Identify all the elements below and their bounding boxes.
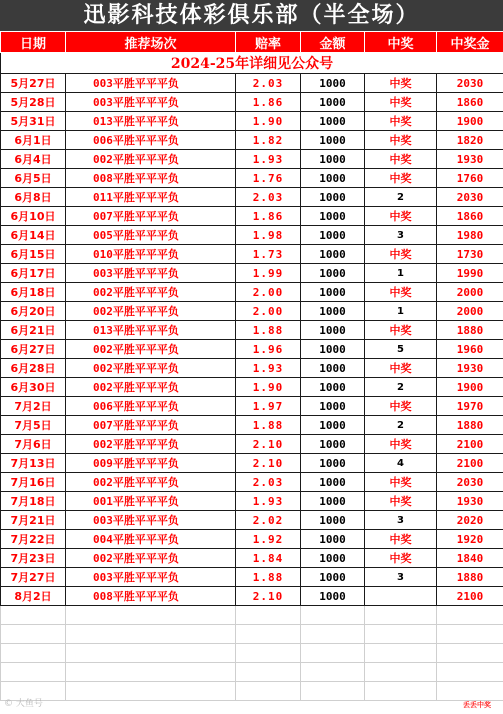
cell-pick: 007平胜平平平负 (66, 416, 236, 435)
cell-date: 7月16日 (1, 473, 66, 492)
table-row (1, 169, 503, 188)
empty-cell (437, 663, 503, 682)
cell-amount: 1000 (301, 359, 365, 378)
cell-amount: 1000 (301, 397, 365, 416)
cell-odds: 1.84 (236, 549, 301, 568)
cell-date: 6月8日 (1, 188, 66, 207)
table-row (1, 112, 503, 131)
empty-cell (365, 663, 437, 682)
empty-row (1, 682, 503, 701)
cell-pick: 013平胜平平平负 (66, 321, 236, 340)
cell-pick: 013平胜平平平负 (66, 112, 236, 131)
cell-pick: 002平胜平平平负 (66, 283, 236, 302)
empty-row (1, 625, 503, 644)
cell-date: 5月27日 (1, 74, 66, 93)
cell-date: 6月1日 (1, 131, 66, 150)
cell-result (365, 587, 437, 606)
empty-cell (66, 644, 236, 663)
table-row (1, 549, 503, 568)
table-row (1, 435, 503, 454)
cell-pick: 003平胜平平平负 (66, 511, 236, 530)
cell-pick: 002平胜平平平负 (66, 150, 236, 169)
empty-cell (437, 644, 503, 663)
cell-result: 中奖 (365, 93, 437, 112)
cell-date: 7月13日 (1, 454, 66, 473)
cell-odds: 2.03 (236, 74, 301, 93)
empty-cell (66, 625, 236, 644)
cell-result: 中奖 (365, 245, 437, 264)
cell-payout: 2030 (437, 473, 503, 492)
cell-pick: 002平胜平平平负 (66, 473, 236, 492)
cell-odds: 1.88 (236, 568, 301, 587)
cell-result: 中奖 (365, 530, 437, 549)
table-row (1, 245, 503, 264)
cell-amount: 1000 (301, 169, 365, 188)
empty-row (1, 644, 503, 663)
cell-date: 6月4日 (1, 150, 66, 169)
cell-odds: 1.86 (236, 93, 301, 112)
cell-payout: 2030 (437, 188, 503, 207)
cell-odds: 1.86 (236, 207, 301, 226)
cell-result: 3 (365, 568, 437, 587)
cell-odds: 2.00 (236, 283, 301, 302)
empty-cell (66, 663, 236, 682)
cell-result: 中奖 (365, 169, 437, 188)
cell-result: 中奖 (365, 74, 437, 93)
cell-date: 6月30日 (1, 378, 66, 397)
table-row (1, 150, 503, 169)
table-row (1, 131, 503, 150)
empty-cell (301, 663, 365, 682)
table-row (1, 283, 503, 302)
empty-cell (365, 625, 437, 644)
cell-date: 5月28日 (1, 93, 66, 112)
cell-pick: 002平胜平平平负 (66, 359, 236, 378)
empty-cell (236, 663, 301, 682)
cell-amount: 1000 (301, 511, 365, 530)
cell-date: 6月17日 (1, 264, 66, 283)
table-row (1, 264, 503, 283)
cell-date: 7月27日 (1, 568, 66, 587)
table-row (1, 454, 503, 473)
table-row (1, 511, 503, 530)
cell-pick: 003平胜平平平负 (66, 74, 236, 93)
cell-payout: 2100 (437, 435, 503, 454)
cell-result: 5 (365, 340, 437, 359)
cell-odds: 1.82 (236, 131, 301, 150)
cell-payout: 1840 (437, 549, 503, 568)
cell-pick: 010平胜平平平负 (66, 245, 236, 264)
empty-cell (236, 606, 301, 625)
cell-payout: 1880 (437, 568, 503, 587)
cell-payout: 1990 (437, 264, 503, 283)
notice-row (1, 53, 503, 74)
cell-amount: 1000 (301, 283, 365, 302)
empty-cell (301, 625, 365, 644)
cell-payout: 2000 (437, 302, 503, 321)
cell-odds: 1.88 (236, 416, 301, 435)
cell-result: 1 (365, 302, 437, 321)
cell-result: 中奖 (365, 283, 437, 302)
cell-payout: 1930 (437, 492, 503, 511)
cell-pick: 006平胜平平平负 (66, 397, 236, 416)
table-row (1, 340, 503, 359)
table-row (1, 74, 503, 93)
cell-odds: 1.73 (236, 245, 301, 264)
cell-pick: 003平胜平平平负 (66, 568, 236, 587)
table-row (1, 188, 503, 207)
cell-result: 中奖 (365, 435, 437, 454)
cell-pick: 002平胜平平平负 (66, 340, 236, 359)
cell-amount: 1000 (301, 226, 365, 245)
empty-cell (365, 682, 437, 701)
header-result: 中奖 (365, 32, 437, 53)
table-row (1, 530, 503, 549)
cell-payout: 1960 (437, 340, 503, 359)
cell-odds: 1.97 (236, 397, 301, 416)
cell-date: 7月2日 (1, 397, 66, 416)
cell-odds: 1.90 (236, 112, 301, 131)
cell-pick: 002平胜平平平负 (66, 378, 236, 397)
cell-date: 6月21日 (1, 321, 66, 340)
empty-cell (365, 606, 437, 625)
empty-cell (66, 682, 236, 701)
cell-result: 中奖 (365, 492, 437, 511)
table-row (1, 397, 503, 416)
cell-amount: 1000 (301, 587, 365, 606)
cell-amount: 1000 (301, 416, 365, 435)
cell-pick: 008平胜平平平负 (66, 169, 236, 188)
empty-cell (236, 644, 301, 663)
cell-odds: 2.03 (236, 188, 301, 207)
empty-cell (437, 625, 503, 644)
cell-amount: 1000 (301, 150, 365, 169)
cell-amount: 1000 (301, 131, 365, 150)
cell-date: 6月15日 (1, 245, 66, 264)
cell-payout: 2100 (437, 587, 503, 606)
cell-result: 2 (365, 416, 437, 435)
cell-pick: 005平胜平平平负 (66, 226, 236, 245)
cell-result: 4 (365, 454, 437, 473)
cell-payout: 1730 (437, 245, 503, 264)
empty-cell (236, 682, 301, 701)
table-row (1, 416, 503, 435)
cell-result: 3 (365, 511, 437, 530)
header-amount: 金额 (301, 32, 365, 53)
cell-amount: 1000 (301, 530, 365, 549)
cell-payout: 1980 (437, 226, 503, 245)
record-table (0, 31, 503, 701)
header-pick: 推荐场次 (66, 32, 236, 53)
table-row (1, 473, 503, 492)
cell-pick: 003平胜平平平负 (66, 93, 236, 112)
cell-result: 3 (365, 226, 437, 245)
cell-date: 7月18日 (1, 492, 66, 511)
cell-date: 7月6日 (1, 435, 66, 454)
cell-odds: 2.00 (236, 302, 301, 321)
cell-payout: 1820 (437, 131, 503, 150)
cell-payout: 2000 (437, 283, 503, 302)
table-row (1, 93, 503, 112)
empty-cell (301, 606, 365, 625)
cell-amount: 1000 (301, 568, 365, 587)
cell-odds: 1.99 (236, 264, 301, 283)
cell-payout: 2020 (437, 511, 503, 530)
cell-odds: 2.10 (236, 435, 301, 454)
cell-result: 中奖 (365, 321, 437, 340)
cell-result: 2 (365, 378, 437, 397)
cell-amount: 1000 (301, 454, 365, 473)
cell-odds: 1.76 (236, 169, 301, 188)
cell-payout: 1970 (437, 397, 503, 416)
table-row (1, 378, 503, 397)
cell-odds: 1.96 (236, 340, 301, 359)
empty-cell (1, 625, 66, 644)
cell-result: 中奖 (365, 150, 437, 169)
cell-date: 6月20日 (1, 302, 66, 321)
cell-amount: 1000 (301, 188, 365, 207)
cell-odds: 2.10 (236, 454, 301, 473)
cell-pick: 002平胜平平平负 (66, 435, 236, 454)
cell-payout: 1880 (437, 321, 503, 340)
header-odds: 赔率 (236, 32, 301, 53)
cell-result: 中奖 (365, 359, 437, 378)
header-payout: 中奖金 (437, 32, 503, 53)
table-row (1, 359, 503, 378)
cell-amount: 1000 (301, 435, 365, 454)
table-row (1, 568, 503, 587)
cell-date: 5月31日 (1, 112, 66, 131)
cell-pick: 011平胜平平平负 (66, 188, 236, 207)
cell-odds: 1.93 (236, 492, 301, 511)
cell-pick: 006平胜平平平负 (66, 131, 236, 150)
empty-cell (301, 682, 365, 701)
cell-payout: 2100 (437, 454, 503, 473)
cell-odds: 1.93 (236, 150, 301, 169)
cell-amount: 1000 (301, 321, 365, 340)
cell-amount: 1000 (301, 74, 365, 93)
cell-pick: 008平胜平平平负 (66, 587, 236, 606)
table-row (1, 321, 503, 340)
cell-odds: 2.03 (236, 473, 301, 492)
notice-text: 2024-25年详细见公众号 (1, 53, 503, 74)
cell-date: 7月21日 (1, 511, 66, 530)
cell-result: 1 (365, 264, 437, 283)
table-row (1, 492, 503, 511)
empty-cell (1, 644, 66, 663)
cell-payout: 1860 (437, 93, 503, 112)
empty-cell (437, 606, 503, 625)
cell-odds: 1.92 (236, 530, 301, 549)
empty-row (1, 606, 503, 625)
cell-odds: 1.93 (236, 359, 301, 378)
cell-payout: 1860 (437, 207, 503, 226)
empty-cell (236, 625, 301, 644)
cell-amount: 1000 (301, 549, 365, 568)
cell-odds: 1.98 (236, 226, 301, 245)
cell-amount: 1000 (301, 93, 365, 112)
cell-date: 6月5日 (1, 169, 66, 188)
cell-payout: 1880 (437, 416, 503, 435)
cell-amount: 1000 (301, 245, 365, 264)
cell-result: 中奖 (365, 131, 437, 150)
page-title: 迅影科技体彩俱乐部（半全场） (0, 0, 503, 31)
cell-amount: 1000 (301, 340, 365, 359)
cell-pick: 007平胜平平平负 (66, 207, 236, 226)
cell-result: 中奖 (365, 112, 437, 131)
cell-result: 中奖 (365, 473, 437, 492)
empty-cell (1, 606, 66, 625)
cell-pick: 009平胜平平平负 (66, 454, 236, 473)
cell-date: 7月23日 (1, 549, 66, 568)
table-row (1, 302, 503, 321)
cell-pick: 002平胜平平平负 (66, 549, 236, 568)
cell-date: 7月5日 (1, 416, 66, 435)
watermark-right: 丢丢中奖 (463, 701, 491, 709)
cell-pick: 004平胜平平平负 (66, 530, 236, 549)
cell-date: 8月2日 (1, 587, 66, 606)
cell-amount: 1000 (301, 378, 365, 397)
cell-date: 6月14日 (1, 226, 66, 245)
cell-result: 中奖 (365, 207, 437, 226)
empty-cell (365, 644, 437, 663)
cell-payout: 1900 (437, 378, 503, 397)
cell-amount: 1000 (301, 207, 365, 226)
empty-row (1, 663, 503, 682)
table-row (1, 207, 503, 226)
table-row (1, 226, 503, 245)
cell-amount: 1000 (301, 112, 365, 131)
cell-odds: 1.90 (236, 378, 301, 397)
empty-cell (1, 663, 66, 682)
cell-odds: 2.02 (236, 511, 301, 530)
watermark-left: © 大鱼号 (4, 699, 43, 709)
cell-amount: 1000 (301, 492, 365, 511)
cell-amount: 1000 (301, 473, 365, 492)
cell-result: 中奖 (365, 397, 437, 416)
cell-result: 中奖 (365, 549, 437, 568)
cell-odds: 2.10 (236, 587, 301, 606)
cell-result: 2 (365, 188, 437, 207)
cell-amount: 1000 (301, 264, 365, 283)
cell-pick: 001平胜平平平负 (66, 492, 236, 511)
cell-date: 6月28日 (1, 359, 66, 378)
cell-payout: 1920 (437, 530, 503, 549)
cell-payout: 1930 (437, 150, 503, 169)
cell-amount: 1000 (301, 302, 365, 321)
cell-date: 6月10日 (1, 207, 66, 226)
table-header (1, 32, 503, 53)
empty-cell (301, 644, 365, 663)
cell-date: 7月22日 (1, 530, 66, 549)
cell-pick: 002平胜平平平负 (66, 302, 236, 321)
table-row (1, 587, 503, 606)
header-date: 日期 (1, 32, 66, 53)
cell-payout: 2030 (437, 74, 503, 93)
cell-odds: 1.88 (236, 321, 301, 340)
cell-payout: 1900 (437, 112, 503, 131)
empty-cell (66, 606, 236, 625)
cell-date: 6月27日 (1, 340, 66, 359)
cell-pick: 003平胜平平平负 (66, 264, 236, 283)
cell-payout: 1930 (437, 359, 503, 378)
cell-payout: 1760 (437, 169, 503, 188)
empty-cell (437, 682, 503, 701)
cell-date: 6月18日 (1, 283, 66, 302)
